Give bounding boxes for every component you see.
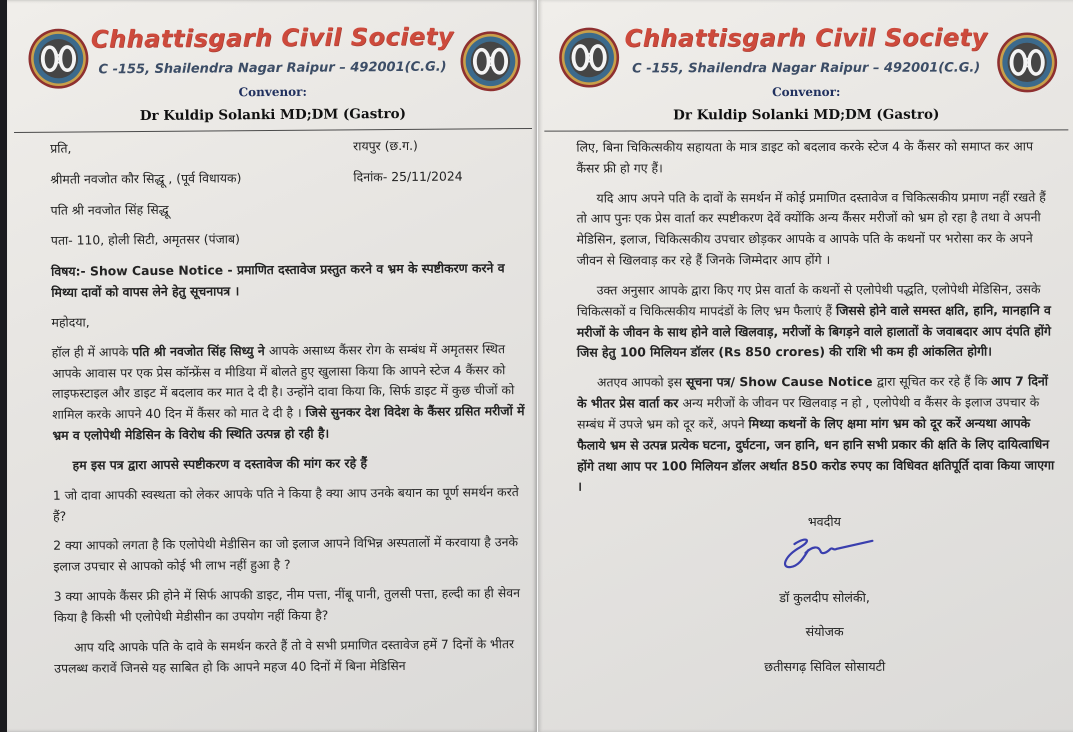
letter-page-2 — [537, 0, 1073, 732]
signatory-organization: छतीसगढ़ सिविल सोसायटी — [764, 658, 886, 674]
signature-ink-icon — [768, 534, 880, 583]
organization-address: C -155, Shailendra Nagar Raipur – 492001(C.G.) — [632, 60, 981, 77]
to-label: प्रति, — [50, 140, 72, 156]
paragraph: अतएव आपको इस सूचना पत्र/ Show Cause Notice द्वारा सूचित कर रहे हैं कि आप 7 दिनों के भीतर प्रेस वार्ता कर अन्य मरीजों के जीवन पर खिलवाड़ न हो , एलोपेथी व कैंसर के इलाज उपचार के सम्बंध में उपजे भ्रम को दूर करें, अपने मिथ्या कथनों के लिए क्षमा मांग भ्रम को दूर करें अन्यथा आपके फैलाये भ्रम से उत्पन्न प्रत्येक घटना, दुर्घटना, जन हानि, धन हानि सभी प्रकार की क्षति के लिए दायित्वाधिन होंगे तथा आप पर 100 मिलियन डॉलर अर्थात 850 करोड रुपए का विधिवत क्षतिपूर्ति दावा किया जाएगा । — [577, 373, 1055, 495]
letter-page-1 — [7, 0, 537, 732]
svg-text:S: S — [584, 50, 594, 66]
signatory-name: डॉ कुलदीप सोलंकी, — [779, 590, 870, 606]
question-3: 3 क्या आपके कैंसर फ्री होने में सिर्फ आपकी डाइट, नीम पत्ता, नींबू पानी, तुलसी पत्ता, हल्दी का ही सेवन किया है किसी भी एलोपेथी मेडीसीन का उपयोग नहीं किया है? — [53, 585, 520, 625]
organization-title: Chhattisgarh Civil Society — [624, 23, 988, 53]
letter-body-page-2 — [538, 127, 1073, 677]
letter-body-page-1 — [8, 126, 542, 680]
recipient-address: पता- 110, होली सिटी, अमृतसर (पंजाब) — [50, 231, 240, 249]
signature-block — [709, 511, 939, 677]
recipient-block — [50, 135, 524, 252]
organization-address: C -155, Shailendra Nagar Raipur – 492001(C.G.) — [98, 59, 447, 78]
paragraph: हम इस पत्र द्वारा आपसे स्पष्टीकरण व दस्तावेज की मांग कर रहे हैं — [72, 455, 368, 473]
paragraph: आप यदि आपके पति के दावे के समर्थन करते हैं तो वे सभी प्रमाणित दस्तावेज हमें 7 दिनों के भीतर उपलब्ध करावें जिनसे यह साबित हो कि आपने महज 40 दिनों में बिना मेडिसिन — [54, 635, 515, 676]
ccs-logo-icon — [27, 27, 89, 89]
svg-text:S: S — [53, 51, 63, 67]
convenor-name: Dr Kuldip Solanki MD;DM (Gastro) — [139, 105, 407, 125]
closing-word: भवदीय — [807, 514, 841, 530]
organization-title: Chhattisgarh Civil Society — [90, 22, 454, 54]
question-2: 2 क्या आपको लगता है कि एलोपेथी मेडीसिन का जो इलाज आपने विभिन्न अस्पतालों में करवाया है उनके इलाज उपचार से आपको कोई भी लाभ नहीं हुआ है ? — [53, 534, 519, 574]
subject-line: विषय:- Show Cause Notice - प्रमाणित दस्तावेज प्रस्तुत करने व भ्रम के स्पष्टीकरण करने व मिथ्या दावों को वापस लेने हेतु सूचनापत्र । — [51, 260, 505, 300]
convenor-label: Convenor: — [772, 84, 841, 100]
husband-line: पति श्री नवजोत सिंह सिद्धू — [50, 201, 169, 218]
convenor-name: Dr Kuldip Solanki MD;DM (Gastro) — [673, 106, 940, 124]
date-line: दिनांक- 25/11/2024 — [353, 168, 463, 185]
ccs-logo-icon — [996, 31, 1058, 93]
place-line: रायपुर (छ.ग.) — [353, 137, 418, 154]
svg-text:S: S — [1022, 55, 1032, 71]
convenor-label: Convenor: — [238, 84, 307, 100]
letterhead — [7, 0, 538, 130]
svg-text:S: S — [485, 53, 496, 69]
signatory-designation: संयोजक — [805, 624, 844, 640]
paragraph: उक्त अनुसार आपके द्वारा किए गए प्रेस वार्ता के कथनों से एलोपेथी पद्धति, एलोपेथी मेडिसिन, उसके चिकित्सकों व चिकित्सकीय मापदंडों के लिए भ्रम फैलाएं हैं जिससे होने वाले समस्त क्षति, हानि, मानहानि व मरीजों के जीवन के साथ होने वाले खिलवाड़, मरीजों के बिगड़ने वाले हालातों के जवाबदार आप दंपति होंगे जिस हेतु 100 मिलियन डॉलर (Rs 850 crores) की राशि भी कम ही आंकलित होगी। — [576, 281, 1051, 361]
ccs-logo-icon — [459, 30, 521, 92]
paragraph: लिए, बिना चिकित्सकीय सहायता के मात्र डाइट को बदलाव करके स्टेज 4 के कैंसर को समाप्त कर आप कैंसर फ्री हो गए हैं। — [576, 138, 1034, 176]
paragraph: हॉल ही में आपके पति श्री नवजोत सिंह सिध्यु ने आपके असाध्य कैंसर रोग के सम्बंध में अमृतसर स्थित आपके आवास पर एक प्रेस कॉन्फ्रेंस व मीडिया में बोलते हुए खुलासा किया कि आपने स्टेज 4 कैंसर को लाइफस्टाइल और डाइट में बदलाव कर मात दे दी है। उन्होंने दावा किया कि, सिर्फ डाइट में कुछ चीजों को शामिल करके आपने 40 दिन में कैंसर को मात दे दी है । जिसे सुनकर देश विदेश के कैंसर ग्रसित मरीजों में भ्रम व एलोपेथी मेडिसिन के विरोध की स्थिति उत्पन्न हो रही है। — [51, 340, 525, 443]
letterhead — [538, 0, 1073, 129]
salutation: महोदया, — [51, 314, 90, 330]
question-1: 1 जो दावा आपकी स्वस्थता को लेकर आपके पति ने किया है क्या आप उनके बयान का पूर्ण समर्थन करते हैं? — [52, 483, 519, 524]
ccs-logo-icon — [558, 26, 620, 88]
recipient-name: श्रीमती नवजोत कौर सिद्धू , (पूर्व विधायक) — [50, 170, 242, 187]
paragraph: यदि आप अपने पति के दावों के समर्थन में कोई प्रमाणित दस्तावेज व चिकित्सकीय प्रमाण नहीं रखते हैं तो आप पुनः एक प्रेस वार्ता कर स्पष्टीकरण देवें क्योंकि अन्य कैंसर मरीजों को भ्रम हो रहा है तथा वे अपनी मेडिसिन, इलाज, चिकित्सकीय उपचार छोड़कर आपके व आपके पति के कथनों पर भरोसा कर के अपने जीवन से खिलवाड़ कर रहे हैं जिनके जिम्मेदार आप होंगे । — [576, 189, 1046, 268]
